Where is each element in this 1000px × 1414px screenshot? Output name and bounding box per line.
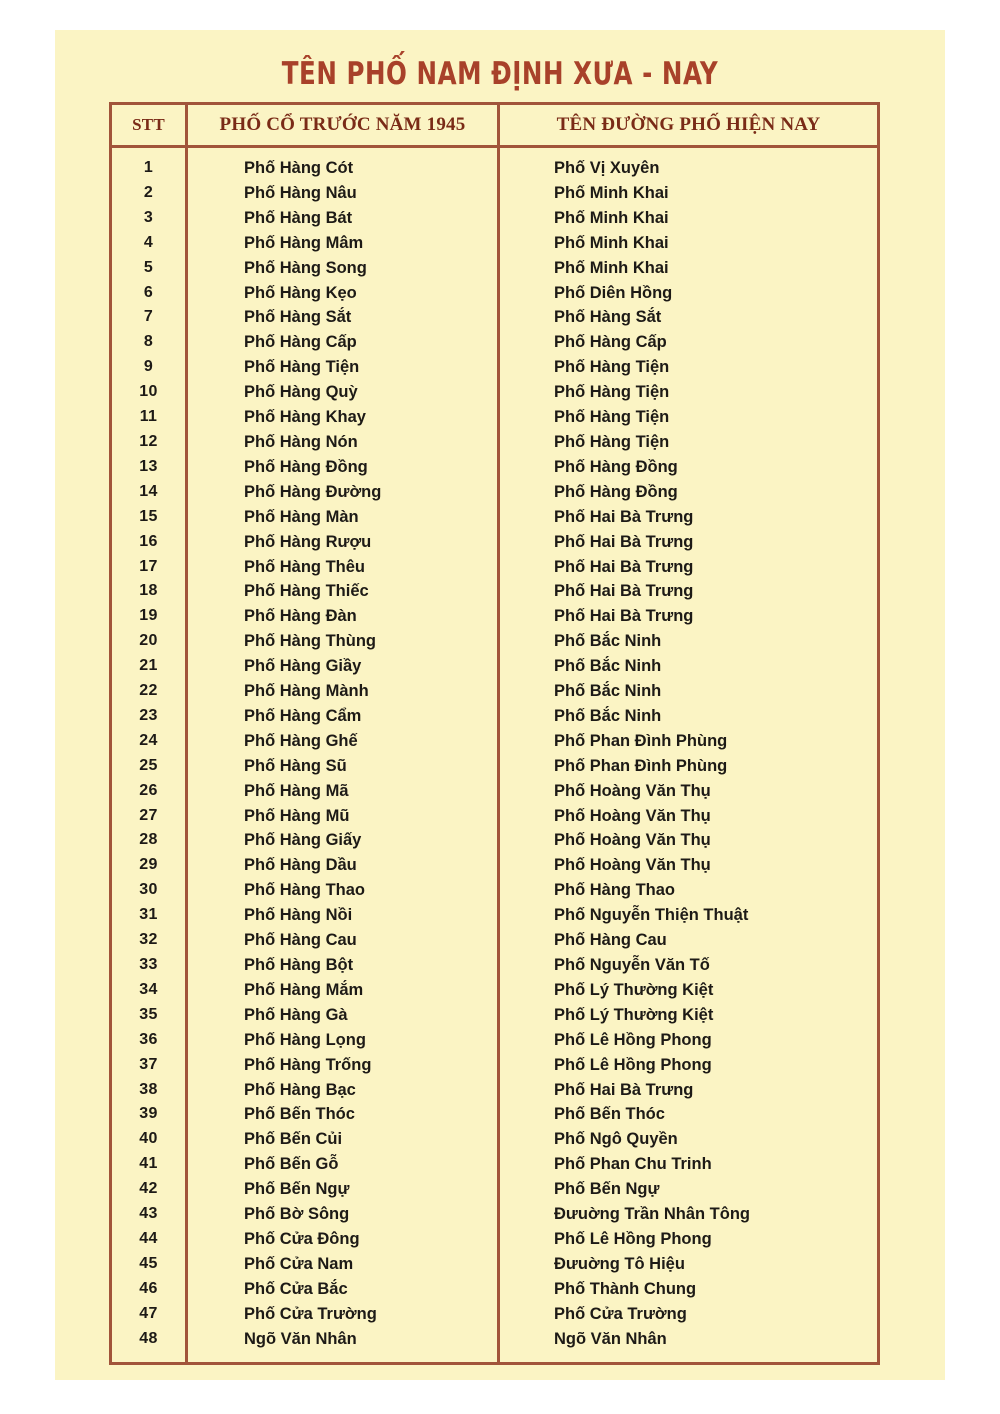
cell-stt: 11 (111, 405, 187, 430)
cell-old-street-name: Phố Hàng Thùng (187, 629, 499, 654)
table-row (111, 305, 879, 330)
cell-stt: 22 (111, 679, 187, 704)
cell-stt: 12 (111, 430, 187, 455)
cell-old-street-name: Phố Hàng Trống (187, 1053, 499, 1078)
cell-stt: 31 (111, 903, 187, 928)
cell-stt: 28 (111, 828, 187, 853)
cell-current-street-name: Phố Hàng Tiện (499, 380, 879, 405)
cell-current-street-name: Phố Minh Khai (499, 256, 879, 281)
column-header-old-street: PHỐ CỔ TRƯỚC NĂM 1945 (187, 104, 499, 147)
table-row (111, 1252, 879, 1277)
cell-current-street-name: Phố Hàng Cau (499, 928, 879, 953)
table-row (111, 555, 879, 580)
cell-current-street-name: Phố Hàng Sắt (499, 305, 879, 330)
cell-current-street-name: Phố Bắc Ninh (499, 704, 879, 729)
column-header-stt: STT (111, 104, 187, 147)
cell-stt: 37 (111, 1053, 187, 1078)
cell-stt: 41 (111, 1152, 187, 1177)
cell-stt: 42 (111, 1177, 187, 1202)
table-row (111, 654, 879, 679)
cell-current-street-name: Phố Hoàng Văn Thụ (499, 853, 879, 878)
table-row (111, 455, 879, 480)
cell-stt: 8 (111, 330, 187, 355)
cell-current-street-name: Phố Hai Bà Trưng (499, 579, 879, 604)
cell-stt: 21 (111, 654, 187, 679)
cell-stt: 4 (111, 231, 187, 256)
cell-old-street-name: Phố Hàng Giấy (187, 828, 499, 853)
cell-current-street-name: Phố Hàng Thao (499, 878, 879, 903)
cell-old-street-name: Phố Hàng Cót (187, 156, 499, 181)
cell-current-street-name: Phố Hoàng Văn Thụ (499, 828, 879, 853)
cell-stt: 19 (111, 604, 187, 629)
cell-current-street-name: Phố Hàng Tiện (499, 405, 879, 430)
cell-old-street-name: Phố Hàng Thêu (187, 555, 499, 580)
cell-stt: 14 (111, 480, 187, 505)
cell-stt: 18 (111, 579, 187, 604)
cell-current-street-name: Phố Vị Xuyên (499, 156, 879, 181)
cell-old-street-name: Phố Bến Ngự (187, 1177, 499, 1202)
table-row (111, 281, 879, 306)
cell-current-street-name: Phố Hai Bà Trưng (499, 604, 879, 629)
cell-stt: 2 (111, 181, 187, 206)
cell-old-street-name: Phố Hàng Mắm (187, 978, 499, 1003)
cell-old-street-name: Phố Cửa Nam (187, 1252, 499, 1277)
cell-stt: 5 (111, 256, 187, 281)
cell-old-street-name: Phố Hàng Sắt (187, 305, 499, 330)
cell-current-street-name: Phố Hai Bà Trưng (499, 1078, 879, 1103)
table-spacer-cell (187, 147, 499, 157)
cell-stt: 9 (111, 355, 187, 380)
cell-current-street-name: Phố Minh Khai (499, 231, 879, 256)
cell-current-street-name: Phố Lê Hồng Phong (499, 1028, 879, 1053)
cell-old-street-name: Phố Hàng Ghế (187, 729, 499, 754)
table-row (111, 231, 879, 256)
table-spacer-cell (499, 1352, 879, 1364)
cell-old-street-name: Phố Hàng Bát (187, 206, 499, 231)
cell-stt: 47 (111, 1302, 187, 1327)
cell-current-street-name: Phố Hai Bà Trưng (499, 505, 879, 530)
table-row (111, 1302, 879, 1327)
cell-current-street-name: Phố Hoàng Văn Thụ (499, 779, 879, 804)
page-title: TÊN PHỐ NAM ĐỊNH XƯA - NAY (281, 56, 719, 92)
cell-stt: 7 (111, 305, 187, 330)
cell-stt: 13 (111, 455, 187, 480)
poster-panel (55, 30, 945, 1380)
table-row (111, 953, 879, 978)
cell-old-street-name: Phố Hàng Mành (187, 679, 499, 704)
table-row (111, 804, 879, 829)
table-spacer-cell (111, 147, 187, 157)
table-row (111, 579, 879, 604)
cell-stt: 48 (111, 1327, 187, 1352)
table-spacer-row (111, 147, 879, 157)
cell-stt: 3 (111, 206, 187, 231)
cell-current-street-name: Phố Thành Chung (499, 1277, 879, 1302)
cell-stt: 23 (111, 704, 187, 729)
table-row (111, 629, 879, 654)
cell-stt: 32 (111, 928, 187, 953)
cell-stt: 33 (111, 953, 187, 978)
cell-stt: 43 (111, 1202, 187, 1227)
cell-stt: 40 (111, 1127, 187, 1152)
cell-current-street-name: Phố Lý Thường Kiệt (499, 978, 879, 1003)
table-row (111, 1327, 879, 1352)
cell-current-street-name: Phố Hoàng Văn Thụ (499, 804, 879, 829)
cell-current-street-name: Ngõ Văn Nhân (499, 1327, 879, 1352)
cell-current-street-name: Phố Nguyễn Thiện Thuật (499, 903, 879, 928)
cell-old-street-name: Phố Cửa Bắc (187, 1277, 499, 1302)
cell-stt: 44 (111, 1227, 187, 1252)
cell-old-street-name: Phố Hàng Khay (187, 405, 499, 430)
cell-current-street-name: Phố Phan Đình Phùng (499, 754, 879, 779)
cell-stt: 17 (111, 555, 187, 580)
table-header (111, 104, 879, 147)
cell-current-street-name: Phố Hai Bà Trưng (499, 530, 879, 555)
cell-current-street-name: Phố Bến Thóc (499, 1102, 879, 1127)
table-header-row (111, 104, 879, 147)
cell-old-street-name: Phố Hàng Cẩm (187, 704, 499, 729)
table-row (111, 928, 879, 953)
cell-old-street-name: Phố Hàng Mũ (187, 804, 499, 829)
cell-current-street-name: Phố Cửa Trường (499, 1302, 879, 1327)
cell-current-street-name: Phố Diên Hồng (499, 281, 879, 306)
cell-stt: 15 (111, 505, 187, 530)
cell-old-street-name: Phố Hàng Đàn (187, 604, 499, 629)
cell-current-street-name: Phố Hàng Tiện (499, 430, 879, 455)
table-row (111, 828, 879, 853)
cell-current-street-name: Phố Nguyễn Văn Tố (499, 953, 879, 978)
table-row (111, 480, 879, 505)
table-body (111, 147, 879, 1364)
cell-stt: 45 (111, 1252, 187, 1277)
cell-current-street-name: Phố Minh Khai (499, 181, 879, 206)
table-row (111, 978, 879, 1003)
cell-stt: 29 (111, 853, 187, 878)
table-row (111, 903, 879, 928)
table-row (111, 878, 879, 903)
table-row (111, 1202, 879, 1227)
cell-old-street-name: Phố Hàng Tiện (187, 355, 499, 380)
cell-stt: 27 (111, 804, 187, 829)
cell-old-street-name: Phố Hàng Rượu (187, 530, 499, 555)
cell-current-street-name: Phố Hàng Cấp (499, 330, 879, 355)
cell-old-street-name: Phố Hàng Dầu (187, 853, 499, 878)
table-row (111, 679, 879, 704)
cell-old-street-name: Phố Hàng Đường (187, 480, 499, 505)
table-row (111, 1177, 879, 1202)
cell-stt: 35 (111, 1003, 187, 1028)
cell-old-street-name: Phố Bờ Sông (187, 1202, 499, 1227)
table-row (111, 206, 879, 231)
cell-stt: 34 (111, 978, 187, 1003)
table-row (111, 156, 879, 181)
cell-current-street-name: Đưuờng Trần Nhân Tông (499, 1202, 879, 1227)
table-row (111, 430, 879, 455)
cell-current-street-name: Phố Bắc Ninh (499, 629, 879, 654)
cell-stt: 16 (111, 530, 187, 555)
cell-old-street-name: Phố Hàng Nâu (187, 181, 499, 206)
cell-current-street-name: Phố Hàng Đồng (499, 455, 879, 480)
cell-stt: 39 (111, 1102, 187, 1127)
cell-current-street-name: Phố Lê Hồng Phong (499, 1053, 879, 1078)
cell-old-street-name: Phố Hàng Kẹo (187, 281, 499, 306)
cell-old-street-name: Phố Hàng Lọng (187, 1028, 499, 1053)
cell-current-street-name: Phố Hai Bà Trưng (499, 555, 879, 580)
table-row (111, 355, 879, 380)
cell-current-street-name: Phố Ngô Quyền (499, 1127, 879, 1152)
table-row (111, 1102, 879, 1127)
cell-old-street-name: Phố Hàng Mã (187, 779, 499, 804)
cell-current-street-name: Phố Hàng Đồng (499, 480, 879, 505)
cell-old-street-name: Phố Bến Thóc (187, 1102, 499, 1127)
table-row (111, 1053, 879, 1078)
cell-old-street-name: Phố Hàng Mâm (187, 231, 499, 256)
cell-current-street-name: Phố Bắc Ninh (499, 654, 879, 679)
cell-current-street-name: Phố Phan Chu Trinh (499, 1152, 879, 1177)
table-row (111, 1078, 879, 1103)
cell-old-street-name: Phố Hàng Nồi (187, 903, 499, 928)
table-row (111, 256, 879, 281)
table-row (111, 1152, 879, 1177)
table-row (111, 530, 879, 555)
table-row (111, 1003, 879, 1028)
table-row (111, 330, 879, 355)
cell-old-street-name: Phố Hàng Thao (187, 878, 499, 903)
cell-old-street-name: Phố Hàng Nón (187, 430, 499, 455)
cell-old-street-name: Phố Hàng Sũ (187, 754, 499, 779)
cell-current-street-name: Phố Minh Khai (499, 206, 879, 231)
cell-old-street-name: Phố Cửa Đông (187, 1227, 499, 1252)
cell-current-street-name: Đưuờng Tô Hiệu (499, 1252, 879, 1277)
cell-old-street-name: Phố Hàng Bột (187, 953, 499, 978)
table-row (111, 754, 879, 779)
cell-old-street-name: Phố Hàng Đồng (187, 455, 499, 480)
cell-old-street-name: Phố Hàng Màn (187, 505, 499, 530)
cell-old-street-name: Phố Hàng Gà (187, 1003, 499, 1028)
table-spacer-cell (499, 147, 879, 157)
cell-old-street-name: Phố Bến Củi (187, 1127, 499, 1152)
cell-old-street-name: Phố Hàng Giầy (187, 654, 499, 679)
table-row (111, 181, 879, 206)
cell-current-street-name: Phố Bến Ngự (499, 1177, 879, 1202)
cell-current-street-name: Phố Lê Hồng Phong (499, 1227, 879, 1252)
table-row (111, 729, 879, 754)
table-row (111, 505, 879, 530)
cell-stt: 1 (111, 156, 187, 181)
cell-stt: 24 (111, 729, 187, 754)
cell-stt: 20 (111, 629, 187, 654)
cell-old-street-name: Phố Cửa Trường (187, 1302, 499, 1327)
table-spacer-cell (111, 1352, 187, 1364)
cell-stt: 26 (111, 779, 187, 804)
table-row (111, 405, 879, 430)
table-row (111, 604, 879, 629)
cell-stt: 25 (111, 754, 187, 779)
cell-old-street-name: Phố Hàng Cau (187, 928, 499, 953)
cell-stt: 30 (111, 878, 187, 903)
table-row (111, 1028, 879, 1053)
column-header-current-street: TÊN ĐƯỜNG PHỐ HIỆN NAY (499, 104, 879, 147)
cell-current-street-name: Phố Bắc Ninh (499, 679, 879, 704)
table-row (111, 1127, 879, 1152)
cell-old-street-name: Phố Hàng Song (187, 256, 499, 281)
cell-stt: 38 (111, 1078, 187, 1103)
cell-stt: 6 (111, 281, 187, 306)
cell-old-street-name: Phố Hàng Bạc (187, 1078, 499, 1103)
cell-old-street-name: Phố Hàng Quỳ (187, 380, 499, 405)
table-row (111, 380, 879, 405)
cell-stt: 36 (111, 1028, 187, 1053)
table-row (111, 779, 879, 804)
cell-stt: 10 (111, 380, 187, 405)
table-spacer-row (111, 1352, 879, 1364)
cell-current-street-name: Phố Hàng Tiện (499, 355, 879, 380)
cell-old-street-name: Phố Bến Gỗ (187, 1152, 499, 1177)
cell-old-street-name: Phố Hàng Thiếc (187, 579, 499, 604)
cell-current-street-name: Phố Lý Thường Kiệt (499, 1003, 879, 1028)
cell-stt: 46 (111, 1277, 187, 1302)
street-name-table (109, 102, 880, 1365)
cell-old-street-name: Phố Hàng Cấp (187, 330, 499, 355)
table-row (111, 704, 879, 729)
table-spacer-cell (187, 1352, 499, 1364)
cell-current-street-name: Phố Phan Đình Phùng (499, 729, 879, 754)
table-row (111, 853, 879, 878)
table-row (111, 1277, 879, 1302)
table-row (111, 1227, 879, 1252)
cell-old-street-name: Ngõ Văn Nhân (187, 1327, 499, 1352)
